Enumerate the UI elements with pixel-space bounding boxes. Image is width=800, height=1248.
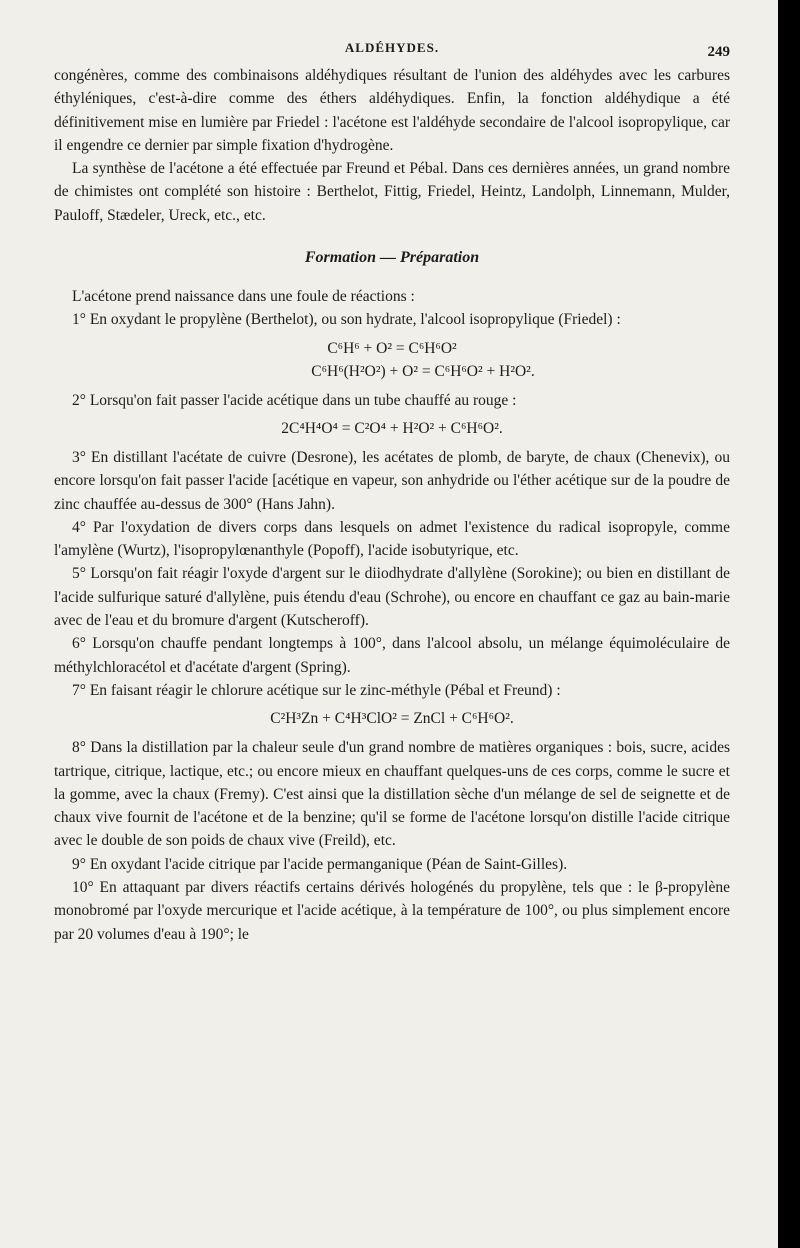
page-number: 249 [707, 44, 730, 60]
paragraph-synthesis: La synthèse de l'acétone a été effectuée par Freund et Pébal. Dans ces dernières années, un grand nombre de chimistes ont complété son histoire : Berthelot, Fittig, Friedel, Heintz, Landolph, Linnemann, Mulder, Pauloff, Stædeler, Ureck, etc., etc. [54, 160, 730, 224]
list-item-10: 10° En attaquant par divers réactifs certains dérivés hologénés du propylène, tels que : le β-propylène monobromé par l'oxyde mercurique et l'acide acétique, à la température de 100°, ou plus simplement encore par 20 volumes d'eau à 190°; le [54, 879, 730, 943]
section-title: Formation — Préparation [304, 249, 480, 267]
formula-line: C⁶H⁶(H²O²) + O² = C⁶H⁶O² + H²O². [311, 362, 535, 380]
paragraph-intro: L'acétone prend naissance dans une foule de réactions : [72, 288, 415, 306]
list-item-6: 6° Lorsqu'on chauffe pendant longtemps à 100°, dans l'alcool absolu, un mélange équimoléculaire de méthylchloracétol et d'acétate d'argent (Spring). [54, 635, 730, 676]
formula-line: C⁶H⁶ + O² = C⁶H⁶O² [327, 339, 457, 357]
list-item-4: 4° Par l'oxydation de divers corps dans lesquels on admet l'existence du radical isopropyle, comme l'amylène (Wurtz), l'isopropylœnanthyle (Popoff), l'acide isobutyrique, etc. [54, 518, 730, 560]
running-head: ALDÉHYDES. [344, 40, 440, 55]
formula-zinc-methyl: C²H³Zn + C⁴H³ClO² = ZnCl + C⁶H⁶O². [270, 710, 514, 728]
list-item-1: 1° En oxydant le propylène (Berthelot), ou son hydrate, l'alcool isopropylique (Friedel) : [72, 311, 621, 329]
formula-acetic-acid: 2C⁴H⁴O⁴ = C²O⁴ + H²O² + C⁶H⁶O². [281, 419, 503, 437]
paragraph-continuation: congénères, comme des combinaisons aldéhydiques résultant de l'union des aldéhydes avec les carbures éthyléniques, c'est-à-dire comme des éthers aldéhydiques. Enfin, la fonction aldéhydique a été définitivement mise en lumière par Friedel : l'acétone est l'aldéhyde secondaire de l'alcool isopropylique, car il engendre ce dernier par simple fixation d'hydrogène. [54, 67, 730, 154]
list-item-3: 3° En distillant l'acétate de cuivre (Desrone), les acétates de plomb, de baryte, de chaux (Chenevix), ou encore lorsqu'on fait passer l'acide [acétique en vapeur, son anhydride ou l'éther acétique sur de la poudre de zinc chauffée au-dessus de 300° (Hans Jahn). [54, 448, 730, 513]
list-item-2: 2° Lorsqu'on fait passer l'acide acétique dans un tube chauffé au rouge : [72, 391, 517, 409]
formula-propylene [54, 337, 730, 383]
list-item-9: 9° En oxydant l'acide citrique par l'acide permanganique (Péan de Saint-Gilles). [72, 855, 568, 873]
list-item-7: 7° En faisant réagir le chlorure acétique sur le zinc-méthyle (Pébal et Freund) : [72, 681, 561, 699]
list-item-8: 8° Dans la distillation par la chaleur seule d'un grand nombre de matières organiques : bois, sucre, acides tartrique, citrique, lactique, etc.; ou encore mieux en chauffant quelques-uns de ces corps, comme le sucre et la gomme, avec la chaux (Fremy). C'est ainsi que la distillation sèche d'un mélange de sel de seignette et de chaux vive fournit de l'acétone et de la benzine; qu'il se forme de l'acétone lorsqu'on distille l'acide citrique avec le double de son poids de chaux vive (Freild), etc. [54, 739, 730, 850]
page-header [54, 34, 730, 64]
list-item-5: 5° Lorsqu'on fait réagir l'oxyde d'argent sur le diiodhydrate d'allylène (Sorokine); ou bien en distillant de l'acide sulfurique saturé d'allylène, puis étendu d'eau (Schrohe), ou encore en chauffant ce gaz au bain-marie avec de l'eau et du bromure d'argent (Kutscheroff). [54, 565, 730, 630]
